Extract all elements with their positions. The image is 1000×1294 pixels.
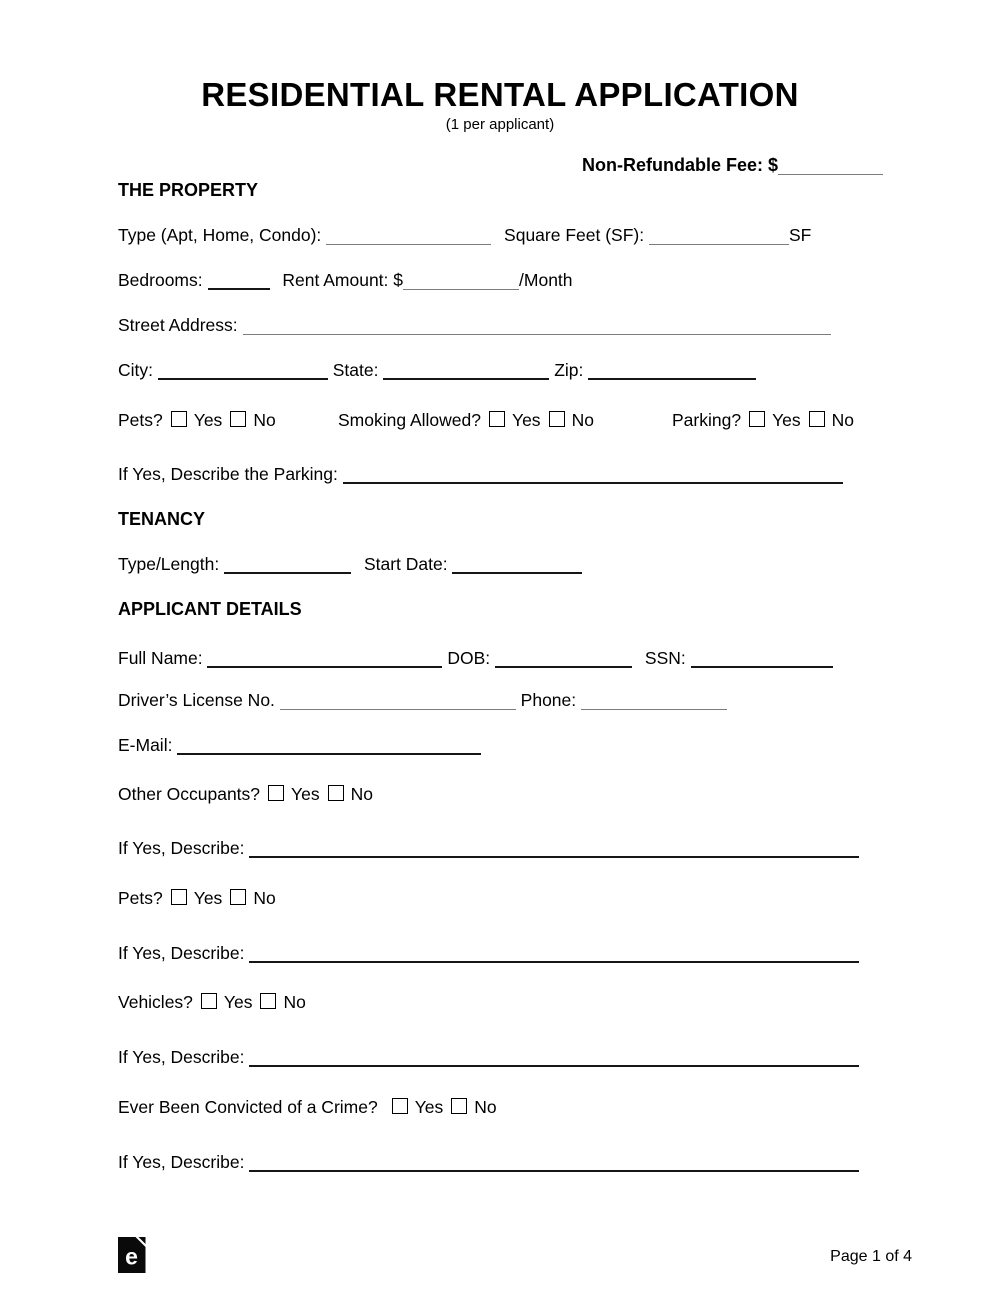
fee-label: Non-Refundable Fee: $ [581, 155, 778, 175]
tenancy-row [118, 554, 582, 575]
phone-blank[interactable] [581, 693, 727, 710]
drivers-license-row [118, 690, 727, 711]
svg-text:e: e [125, 1243, 138, 1270]
vehicles-describe-row [118, 1047, 859, 1068]
zip-blank[interactable] [588, 362, 756, 380]
smoking-question [338, 410, 594, 431]
applicant-pets-label: Pets? [118, 888, 163, 908]
email-label: E-Mail: [118, 735, 173, 755]
city-blank[interactable] [158, 362, 328, 380]
vehicles-label: Vehicles? [118, 992, 193, 1012]
page-title: RESIDENTIAL RENTAL APPLICATION [201, 76, 799, 113]
bedrooms-blank[interactable] [208, 272, 270, 290]
other-occupants-yes-label: Yes [291, 784, 320, 804]
fee-row [582, 155, 883, 176]
vehicles-describe-blank[interactable] [249, 1049, 859, 1067]
zip-label: Zip: [554, 360, 584, 380]
property-pets-no-checkbox[interactable] [230, 411, 246, 427]
crime-yes-label: Yes [414, 1097, 444, 1117]
property-pets-question [118, 410, 276, 430]
tenancy-type-length-label: Type/Length: [118, 554, 220, 574]
ssn-blank[interactable] [691, 650, 833, 668]
crime-yes-checkbox[interactable] [392, 1098, 408, 1114]
dob-label: DOB: [447, 648, 491, 668]
email-row [118, 735, 481, 756]
parking-describe-row [118, 464, 843, 485]
property-pets-label: Pets? [118, 410, 163, 430]
occupants-describe-blank[interactable] [249, 840, 859, 858]
crime-describe-label: If Yes, Describe: [118, 1152, 245, 1172]
other-occupants-row [118, 784, 373, 805]
section-tenancy-heading: TENANCY [118, 509, 206, 529]
phone-label: Phone: [520, 690, 577, 710]
parking-describe-blank[interactable] [343, 466, 843, 484]
vehicles-describe-label: If Yes, Describe: [118, 1047, 245, 1067]
street-address-blank[interactable] [243, 318, 831, 335]
street-address-row [118, 315, 831, 336]
smoking-yes-label: Yes [512, 410, 541, 430]
city-state-zip-row [118, 360, 756, 381]
ssn-label: SSN: [644, 648, 686, 668]
applicant-pets-yes-checkbox[interactable] [171, 889, 187, 905]
parking-yes-label: Yes [772, 410, 801, 430]
occupants-describe-label: If Yes, Describe: [118, 838, 245, 858]
square-feet-label: Square Feet (SF): [504, 225, 645, 245]
other-occupants-no-checkbox[interactable] [328, 785, 344, 801]
vehicles-yes-checkbox[interactable] [201, 993, 217, 1009]
square-feet-blank[interactable] [649, 228, 789, 245]
crime-label: Ever Been Convicted of a Crime? [118, 1097, 378, 1117]
property-questions-row [118, 410, 882, 431]
section-applicant-heading: APPLICANT DETAILS [118, 599, 302, 619]
parking-label: Parking? [672, 410, 742, 430]
parking-yes-checkbox[interactable] [749, 411, 765, 427]
smoking-yes-checkbox[interactable] [489, 411, 505, 427]
vehicles-yes-label: Yes [223, 992, 253, 1012]
full-name-row [118, 648, 833, 669]
crime-no-checkbox[interactable] [451, 1098, 467, 1114]
parking-no-checkbox[interactable] [809, 411, 825, 427]
smoking-no-label: No [571, 410, 594, 430]
state-label: State: [332, 360, 379, 380]
property-type-label: Type (Apt, Home, Condo): [118, 225, 322, 245]
bedrooms-label: Bedrooms: [118, 270, 203, 290]
pets-describe-blank[interactable] [249, 945, 859, 963]
start-date-blank[interactable] [452, 556, 582, 574]
drivers-license-blank[interactable] [280, 693, 516, 710]
pets-describe-label: If Yes, Describe: [118, 943, 245, 963]
full-name-label: Full Name: [118, 648, 203, 668]
crime-describe-blank[interactable] [249, 1154, 859, 1172]
property-type-row [118, 225, 811, 246]
email-blank[interactable] [177, 737, 481, 755]
smoking-no-checkbox[interactable] [549, 411, 565, 427]
crime-describe-row [118, 1152, 859, 1173]
parking-question [672, 410, 854, 431]
pets-describe-row [118, 943, 859, 964]
square-feet-suffix: SF [788, 225, 812, 245]
drivers-license-label: Driver’s License No. [118, 690, 275, 710]
other-occupants-yes-checkbox[interactable] [268, 785, 284, 801]
rent-suffix: /Month [519, 270, 573, 290]
property-pets-yes-label: Yes [193, 410, 223, 430]
property-type-blank[interactable] [326, 228, 491, 245]
smoking-label: Smoking Allowed? [338, 410, 481, 430]
other-occupants-no-label: No [350, 784, 373, 804]
applicant-pets-no-label: No [253, 888, 276, 908]
other-occupants-label: Other Occupants? [118, 784, 261, 804]
state-blank[interactable] [383, 362, 549, 380]
applicant-pets-no-checkbox[interactable] [230, 889, 246, 905]
vehicles-row [118, 992, 306, 1013]
applicant-pets-row [118, 888, 276, 909]
applicant-pets-yes-label: Yes [193, 888, 223, 908]
full-name-blank[interactable] [207, 650, 442, 668]
tenancy-type-length-blank[interactable] [224, 556, 351, 574]
bedrooms-rent-row [118, 270, 573, 291]
fee-blank[interactable] [778, 158, 883, 175]
vehicles-no-checkbox[interactable] [260, 993, 276, 1009]
rent-amount-label: Rent Amount: $ [282, 270, 404, 290]
city-label: City: [118, 360, 153, 380]
vehicles-no-label: No [283, 992, 306, 1012]
dob-blank[interactable] [495, 650, 632, 668]
eforms-logo-icon [118, 1237, 146, 1278]
page-number: Page 1 of 4 [830, 1248, 912, 1265]
crime-no-label: No [474, 1097, 497, 1117]
crime-row [118, 1097, 497, 1118]
property-pets-yes-checkbox[interactable] [171, 411, 187, 427]
rent-amount-blank[interactable] [403, 273, 519, 290]
street-address-label: Street Address: [118, 315, 238, 335]
property-pets-no-label: No [253, 410, 276, 430]
start-date-label: Start Date: [363, 554, 448, 574]
parking-describe-label: If Yes, Describe the Parking: [118, 464, 338, 484]
parking-no-label: No [831, 410, 855, 430]
page-subtitle: (1 per applicant) [445, 116, 555, 133]
section-property-heading: THE PROPERTY [118, 180, 259, 200]
occupants-describe-row [118, 838, 859, 859]
